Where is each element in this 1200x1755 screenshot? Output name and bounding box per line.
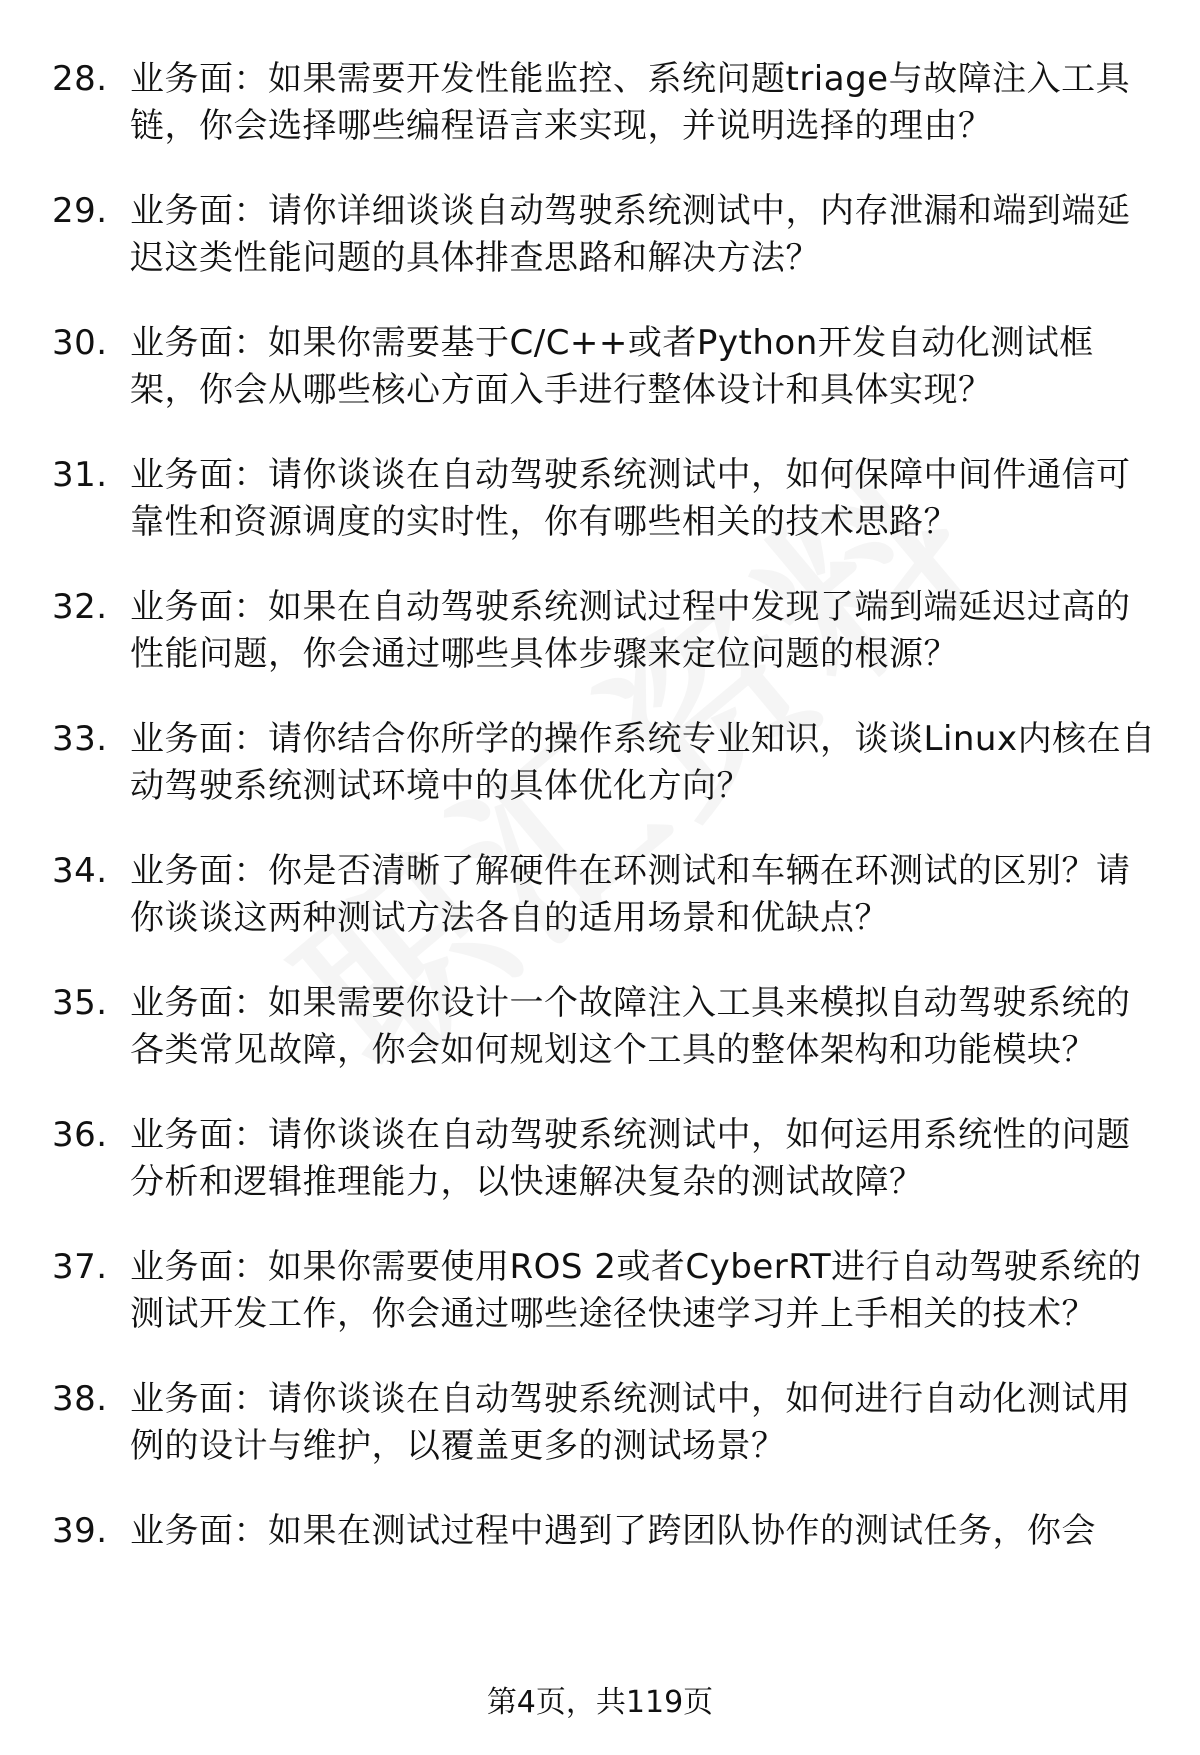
list-item [52, 452, 1162, 546]
question-number: 31. [52, 455, 108, 495]
question-text: 业务面：请你详细谈谈自动驾驶系统测试中，内存泄漏和端到端延迟这类性能问题的具体排查思路和解决方法？ [130, 191, 1131, 278]
page-footer: 第4页，共119页 [486, 1685, 714, 1720]
list-item [52, 1112, 1162, 1206]
list-item [52, 980, 1162, 1074]
question-number: 36. [52, 1115, 108, 1155]
question-text: 业务面：如果需要开发性能监控、系统问题triage与故障注入工具链，你会选择哪些编程语言来实现，并说明选择的理由？ [130, 59, 1131, 146]
list-item [52, 1376, 1162, 1470]
question-number: 37. [52, 1247, 108, 1287]
question-text: 业务面：如果在自动驾驶系统测试过程中发现了端到端延迟过高的性能问题，你会通过哪些具体步骤来定位问题的根源？ [130, 587, 1131, 674]
question-text: 业务面：如果需要你设计一个故障注入工具来模拟自动驾驶系统的各类常见故障，你会如何规划这个工具的整体架构和功能模块？ [130, 983, 1131, 1070]
list-item [52, 320, 1162, 414]
list-item [52, 1244, 1162, 1338]
list-item [52, 1508, 1162, 1555]
question-list [52, 56, 1162, 1593]
question-number: 30. [52, 323, 108, 363]
question-text: 业务面：如果你需要使用ROS 2或者CyberRT进行自动驾驶系统的测试开发工作，你会通过哪些途径快速学习并上手相关的技术？ [130, 1247, 1142, 1334]
question-text: 业务面：请你结合你所学的操作系统专业知识，谈谈Linux内核在自动驾驶系统测试环境中的具体优化方向？ [130, 719, 1156, 806]
list-item [52, 584, 1162, 678]
question-number: 34. [52, 851, 108, 891]
question-text: 业务面：如果在测试过程中遇到了跨团队协作的测试任务，你会 [130, 1511, 1096, 1551]
question-number: 38. [52, 1379, 108, 1419]
list-item [52, 56, 1162, 150]
question-number: 33. [52, 719, 108, 759]
question-number: 32. [52, 587, 108, 627]
question-number: 29. [52, 191, 108, 231]
question-number: 28. [52, 59, 108, 99]
question-number: 35. [52, 983, 108, 1023]
question-text: 业务面：请你谈谈在自动驾驶系统测试中，如何运用系统性的问题分析和逻辑推理能力，以快速解决复杂的测试故障？ [130, 1115, 1131, 1202]
question-text: 业务面：请你谈谈在自动驾驶系统测试中，如何保障中间件通信可靠性和资源调度的实时性，你有哪些相关的技术思路？ [130, 455, 1131, 542]
list-item [52, 848, 1162, 942]
question-text: 业务面：请你谈谈在自动驾驶系统测试中，如何进行自动化测试用例的设计与维护，以覆盖更多的测试场景？ [130, 1379, 1131, 1466]
list-item [52, 716, 1162, 810]
list-item [52, 188, 1162, 282]
question-number: 39. [52, 1511, 108, 1551]
question-text: 业务面：如果你需要基于C/C++或者Python开发自动化测试框架，你会从哪些核心方面入手进行整体设计和具体实现？ [130, 323, 1094, 410]
question-text: 业务面：你是否清晰了解硬件在环测试和车辆在环测试的区别？请你谈谈这两种测试方法各自的适用场景和优缺点？ [130, 851, 1131, 938]
